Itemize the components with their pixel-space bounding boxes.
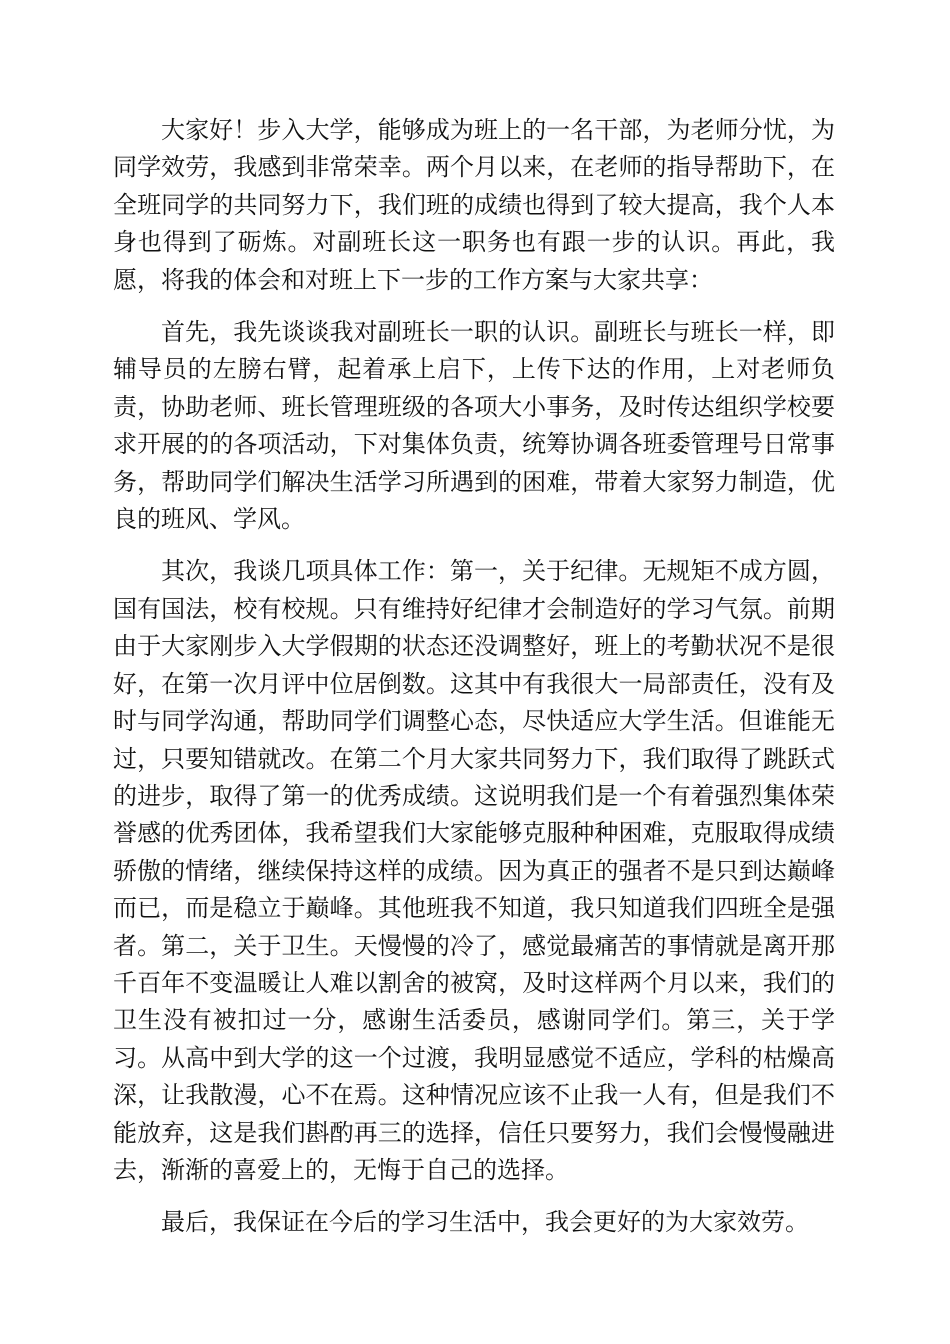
paragraph-specific-work: 其次，我谈几项具体工作：第一，关于纪律。无规矩不成方圆，国有国法，校有校规。只有维持好纪律才会制造好的学习气氛。前期由于大家刚步入大学假期的状态还没调整好，班上的考勤状况不是很好，在第一次月评中位居倒数。这其中有我很大一局部责任，没有及时与同学沟通，帮助同学们调整心态，尽快适应大学生活。但谁能无过，只要知错就改。在第二个月大家共同努力下，我们取得了跳跃式的进步，取得了第一的优秀成绩。这说明我们是一个有着强烈集体荣誉感的优秀团体，我希望我们大家能够克服种种困难，克服取得成绩骄傲的情绪，继续保持这样的成绩。因为真正的强者不是只到达巅峰而已，而是稳立于巅峰。其他班我不知道，我只知道我们四班全是强者。第二，关于卫生。天慢慢的冷了，感觉最痛苦的事情就是离开那千百年不变温暖让人难以割舍的被窝，及时这样两个月以来，我们的卫生没有被扣过一分，感谢生活委员，感谢同学们。第三，关于学习。从高中到大学的这一个过渡，我明显感觉不适应，学科的枯燥高深，让我散漫，心不在焉。这种情况应该不止我一人有，但是我们不能放弃，这是我们斟酌再三的选择，信任只要努力，我们会慢慢融进去，渐渐的喜爱上的，无悔于自己的选择。 [113, 557, 835, 1184]
document-body [113, 112, 835, 1257]
paragraph-greeting: 大家好！步入大学，能够成为班上的一名干部，为老师分忧，为同学效劳，我感到非常荣幸。两个月以来，在老师的指导帮助下，在全班同学的共同努力下，我们班的成绩也得到了较大提高，我个人本身也得到了砺炼。对副班长这一职务也有跟一步的认识。再此，我愿，将我的体会和对班上下一步的工作方案与大家共享： [113, 116, 835, 294]
paragraph-role-understanding: 首先，我先谈谈我对副班长一职的认识。副班长与班长一样，即辅导员的左膀右臂，起着承上启下，上传下达的作用，上对老师负责，协助老师、班长管理班级的各项大小事务，及时传达组织学校要求开展的的各项活动，下对集体负责，统筹协调各班委管理号日常事务，帮助同学们解决生活学习所遇到的困难，带着大家努力制造，优良的班风、学风。 [113, 318, 835, 534]
paragraph-closing: 最后，我保证在今后的学习生活中，我会更好的为大家效劳。 [161, 1208, 809, 1237]
